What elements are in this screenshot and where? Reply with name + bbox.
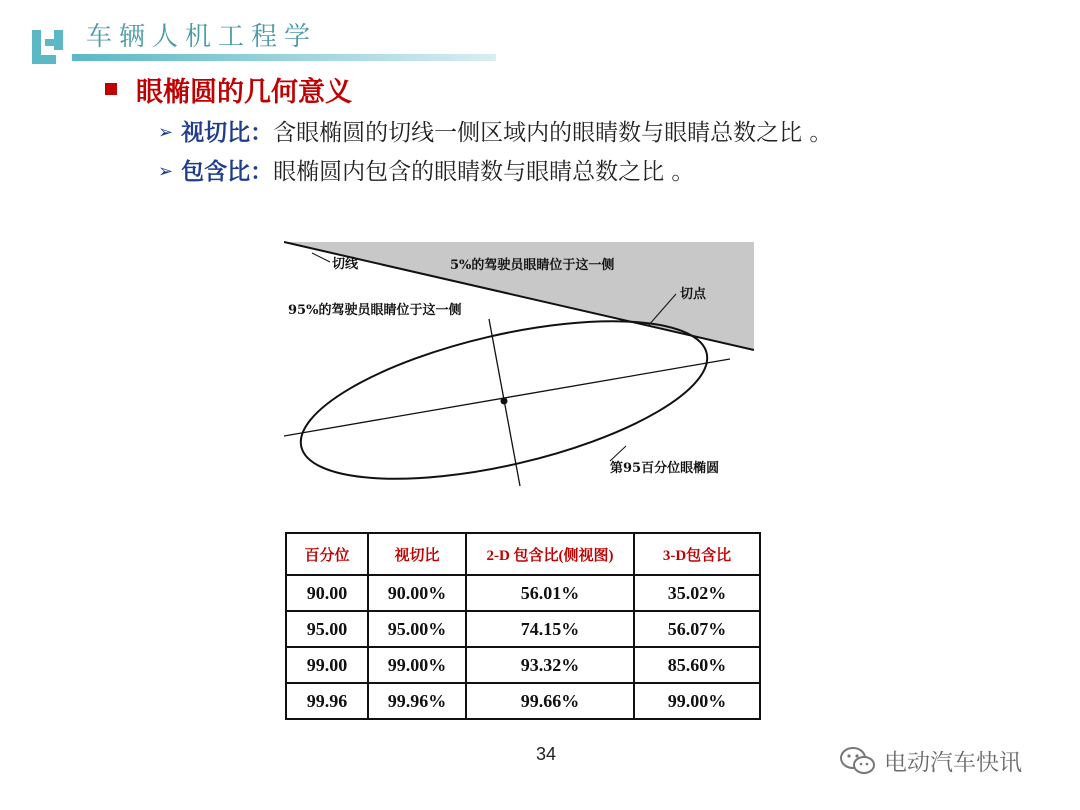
- tangent-line-label: 切线: [332, 257, 359, 272]
- five-percent-label: 5%的驾驶员眼睛位于这一侧: [450, 258, 615, 273]
- table-row: [286, 611, 760, 647]
- table-cell: 35.02%: [634, 575, 760, 611]
- table-row: [286, 683, 760, 719]
- table-cell: 90.00%: [368, 575, 466, 611]
- table-cell: 95.00: [286, 611, 368, 647]
- table-cell: 99.96: [286, 683, 368, 719]
- table-cell: 99.96%: [368, 683, 466, 719]
- page-number: 34: [536, 744, 557, 764]
- table-cell: 95.00%: [368, 611, 466, 647]
- table-cell: 85.60%: [634, 647, 760, 683]
- containment-ratio-table: [285, 532, 761, 720]
- column-header: 2-D 包含比(侧视图): [466, 533, 634, 575]
- table-cell: 99.00%: [634, 683, 760, 719]
- watermark-text: 电动汽车快讯: [884, 750, 1022, 776]
- eye-ellipse-figure: [284, 240, 754, 490]
- table-cell: 99.00: [286, 647, 368, 683]
- table-row: [286, 647, 760, 683]
- table-row: [286, 575, 760, 611]
- wechat-icon: [838, 745, 878, 777]
- arrow-bullet-icon: ➢: [158, 161, 174, 182]
- logo-icon: [32, 24, 72, 64]
- column-header: 3-D包含比: [634, 533, 760, 575]
- bullet-containment-ratio: [158, 153, 694, 186]
- column-header: 百分位: [286, 533, 368, 575]
- table-cell: 93.32%: [466, 647, 634, 683]
- header-underline: [72, 54, 496, 61]
- column-header: 视切比: [368, 533, 466, 575]
- table-header-row: [286, 533, 760, 575]
- section-title: 眼椭圆的几何意义: [136, 77, 352, 108]
- table-cell: 56.01%: [466, 575, 634, 611]
- table-cell: 90.00: [286, 575, 368, 611]
- table-cell: 99.66%: [466, 683, 634, 719]
- ellipse-center-point: [501, 398, 508, 405]
- arrow-bullet-icon: ➢: [158, 122, 174, 143]
- table-cell: 99.00%: [368, 647, 466, 683]
- bullet-text: 含眼椭圆的切线一侧区域内的眼睛数与眼睛总数之比 。: [273, 120, 833, 146]
- bullet-term: 视切比：: [181, 120, 274, 146]
- header-title: 车辆人机工程学: [86, 22, 318, 52]
- watermark: [838, 744, 1022, 777]
- ninety-five-percent-label: 95%的驾驶员眼睛位于这一侧: [288, 303, 462, 318]
- bullet-term: 包含比：: [181, 159, 274, 185]
- ellipse-label: 第95百分位眼椭圆: [610, 461, 720, 476]
- square-bullet-icon: [105, 83, 117, 95]
- table-cell: 74.15%: [466, 611, 634, 647]
- tangent-point-label: 切点: [680, 287, 707, 302]
- bullet-text: 眼椭圆内包含的眼睛数与眼睛总数之比 。: [273, 159, 695, 185]
- bullet-visual-tangent-ratio: [158, 114, 832, 147]
- table-cell: 56.07%: [634, 611, 760, 647]
